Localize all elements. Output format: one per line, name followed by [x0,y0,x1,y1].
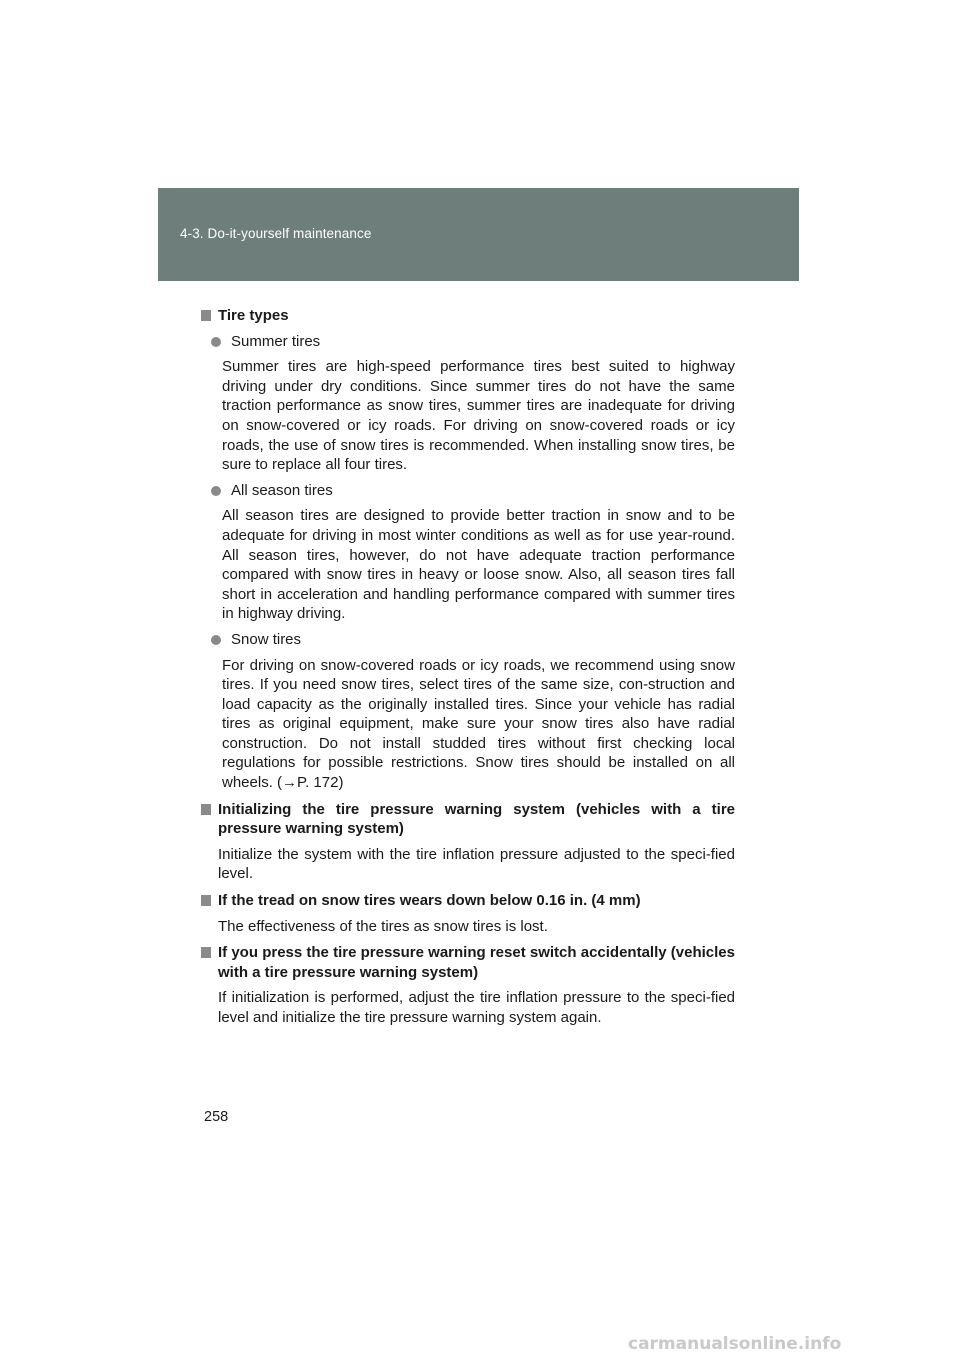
section-heading-text: Initializing the tire pressure warning system (vehicles with a tire pressure warning system) [218,800,735,838]
circle-bullet-icon [211,486,221,496]
subsection-heading [205,481,735,501]
subsection-body: For driving on snow-covered roads or icy roads, we recommend using snow tires. If you need snow tires, select tires of the same size, con-struction and load capacity as the originally installed tires. Since your vehicle has radial tires as original equipment, make sure your snow tires also have radial construction. Do not install studded tires without first checking local regulations for possible restrictions. Snow tires should be installed on all wheels. (→P. 172) [222,656,735,792]
square-bullet-icon [201,895,211,906]
square-bullet-icon [201,804,211,815]
watermark-logo: carmanualsonline.info [628,1334,842,1354]
section-tread-wear [199,891,735,936]
section-heading [199,800,735,839]
subsection-title: Summer tires [231,332,321,350]
circle-bullet-icon [211,635,221,645]
section-heading [199,943,735,982]
section-heading [199,891,735,911]
page-content [199,306,735,1028]
page-number: 258 [204,1109,229,1125]
subsection-body: Summer tires are high-speed performance tires best suited to highway driving under dry conditions. Since summer tires do not have the same traction performance as snow tires, summer tires are inadequate for driving on snow-covered or icy roads. For driving on snow-covered roads or icy roads, the use of snow tires is recommended. When installing snow tires, be sure to replace all four tires. [222,358,735,474]
section-body: Initialize the system with the tire inflation pressure adjusted to the speci-fied level. [218,845,735,883]
section-initializing [199,800,735,884]
subsection-title: Snow tires [231,630,302,648]
circle-bullet-icon [211,337,221,347]
section-tire-types [199,306,735,793]
section-heading [199,306,735,326]
subsection-heading [205,630,735,650]
section-heading-text: If you press the tire pressure warning reset switch accidentally (vehicles with a tire pressure warning system) [218,944,735,981]
square-bullet-icon [201,947,211,958]
subsection-body: All season tires are designed to provide better traction in snow and to be adequate for driving in most winter conditions as well as for use year-round. All season tires, however, do not have adequate traction performance compared with snow tires in heavy or loose snow. Also, all season tires fall short in acceleration and handling performance compared with summer tires in highway driving. [222,507,735,623]
subsection-heading [205,332,735,352]
section-heading-text: Tire types [218,307,289,324]
square-bullet-icon [201,310,211,321]
section-reset-switch [199,943,735,1027]
section-heading-text: If the tread on snow tires wears down below 0.16 in. (4 mm) [218,892,641,910]
section-body: The effectiveness of the tires as snow tires is lost. [218,917,548,935]
section-title: 4-3. Do-it-yourself maintenance [180,226,372,241]
section-header-band [158,188,799,281]
section-body: If initialization is performed, adjust the tire inflation pressure to the speci-fied level and initialize the tire pressure warning system again. [218,989,735,1026]
subsection-title: All season tires [231,481,333,499]
